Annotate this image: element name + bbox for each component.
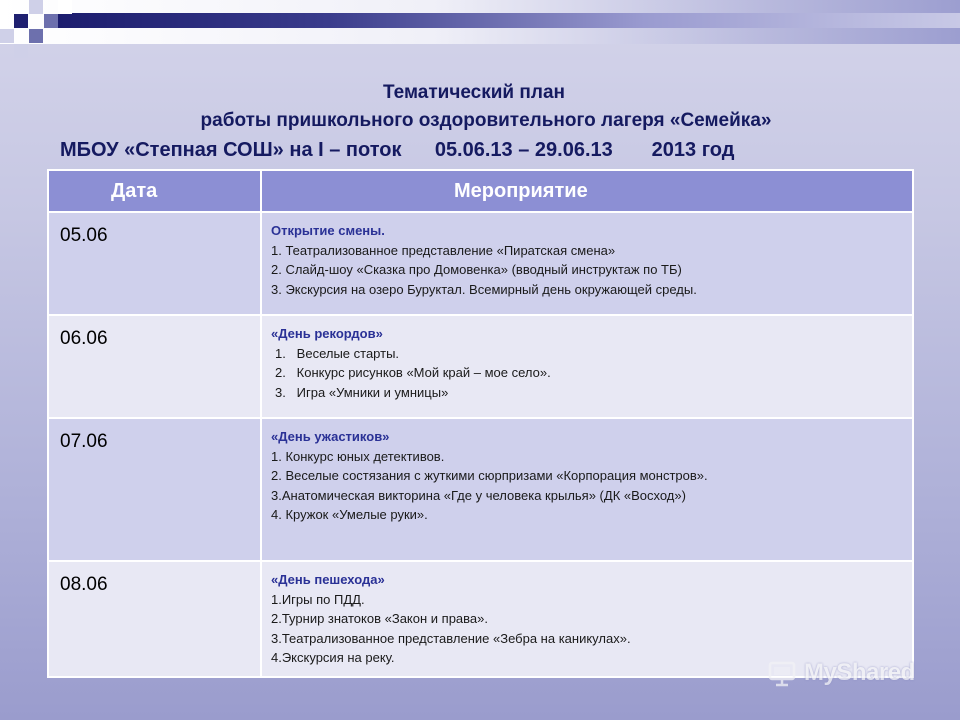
header-cell-date [49,171,262,211]
decor-square [14,14,28,28]
decor-square [44,14,58,28]
table-header-row [49,171,912,213]
date-value: 07.06 [60,431,108,452]
page-subtitle: работы пришкольного оздоровительного лагеря «Семейка» [200,110,772,131]
event-cell [262,213,912,314]
event-item: 3. Игра «Умники и умницы» [275,384,449,400]
schedule-table [47,169,914,678]
event-list [271,570,631,668]
event-item: 2.Турнир знатоков «Закон и права». [271,611,488,626]
decor-square [29,0,43,14]
watermark-text: MyShared [804,659,915,686]
event-item: 2. Слайд-шоу «Сказка про Домовенка» (вводный инструктаж по ТБ) [271,262,682,277]
table-row [49,316,912,419]
decor-square [29,29,43,43]
header-date-label: Дата [111,180,158,202]
event-item: 1. Театрализованное представление «Пиратская смена» [271,242,616,258]
event-item: 3. Экскурсия на озеро Буруктал. Всемирный день окружающей среды. [271,281,697,297]
date-value: 08.06 [60,574,108,595]
page-title: Тематический план [383,82,565,103]
header-event-label: Мероприятие [454,180,588,202]
event-title: «День ужастиков» [271,429,390,444]
event-item: 4.Экскурсия на реку. [271,650,395,665]
date-value: 05.06 [60,225,108,246]
table-row [49,419,912,562]
date-cell [49,213,262,314]
event-item: 1. Веселые старты. [275,345,400,361]
event-item: 4. Кружок «Умелые руки». [271,507,428,522]
event-item: 1. Конкурс юных детективов. [271,448,445,464]
date-cell [49,316,262,417]
date-cell [49,562,262,676]
event-title: «День рекордов» [271,326,383,341]
event-list [271,324,551,402]
event-item: 2. Веселые состязания с жуткими сюрпризами «Корпорация монстров». [271,468,708,483]
event-item: 3.Театрализованное представление «Зебра на каникулах». [271,630,631,646]
event-list [271,221,697,299]
date-cell [49,419,262,560]
event-title: Открытие смены. [271,223,385,238]
event-item: 1.Игры по ПДД. [271,591,365,607]
event-title: «День пешехода» [271,572,385,587]
top-decorative-line [58,13,960,28]
school-period-line: МБОУ «Степная СОШ» на I – поток 05.06.13 – 29.06.13 2013 год [60,139,735,161]
event-item: 2. Конкурс рисунков «Мой край – мое село». [275,365,551,380]
date-value: 06.06 [60,328,108,349]
decor-square [14,44,28,58]
event-cell [262,316,912,417]
event-item: 3.Анатомическая викторина «Где у человека крылья» (ДК «Восход») [271,487,686,503]
presentation-screen-icon [768,661,798,685]
header-cell-event [262,171,912,211]
table-row [49,213,912,316]
decor-square [58,0,72,14]
watermark [768,658,915,688]
event-list [271,427,708,525]
decor-square [0,29,14,43]
event-cell [262,419,912,560]
